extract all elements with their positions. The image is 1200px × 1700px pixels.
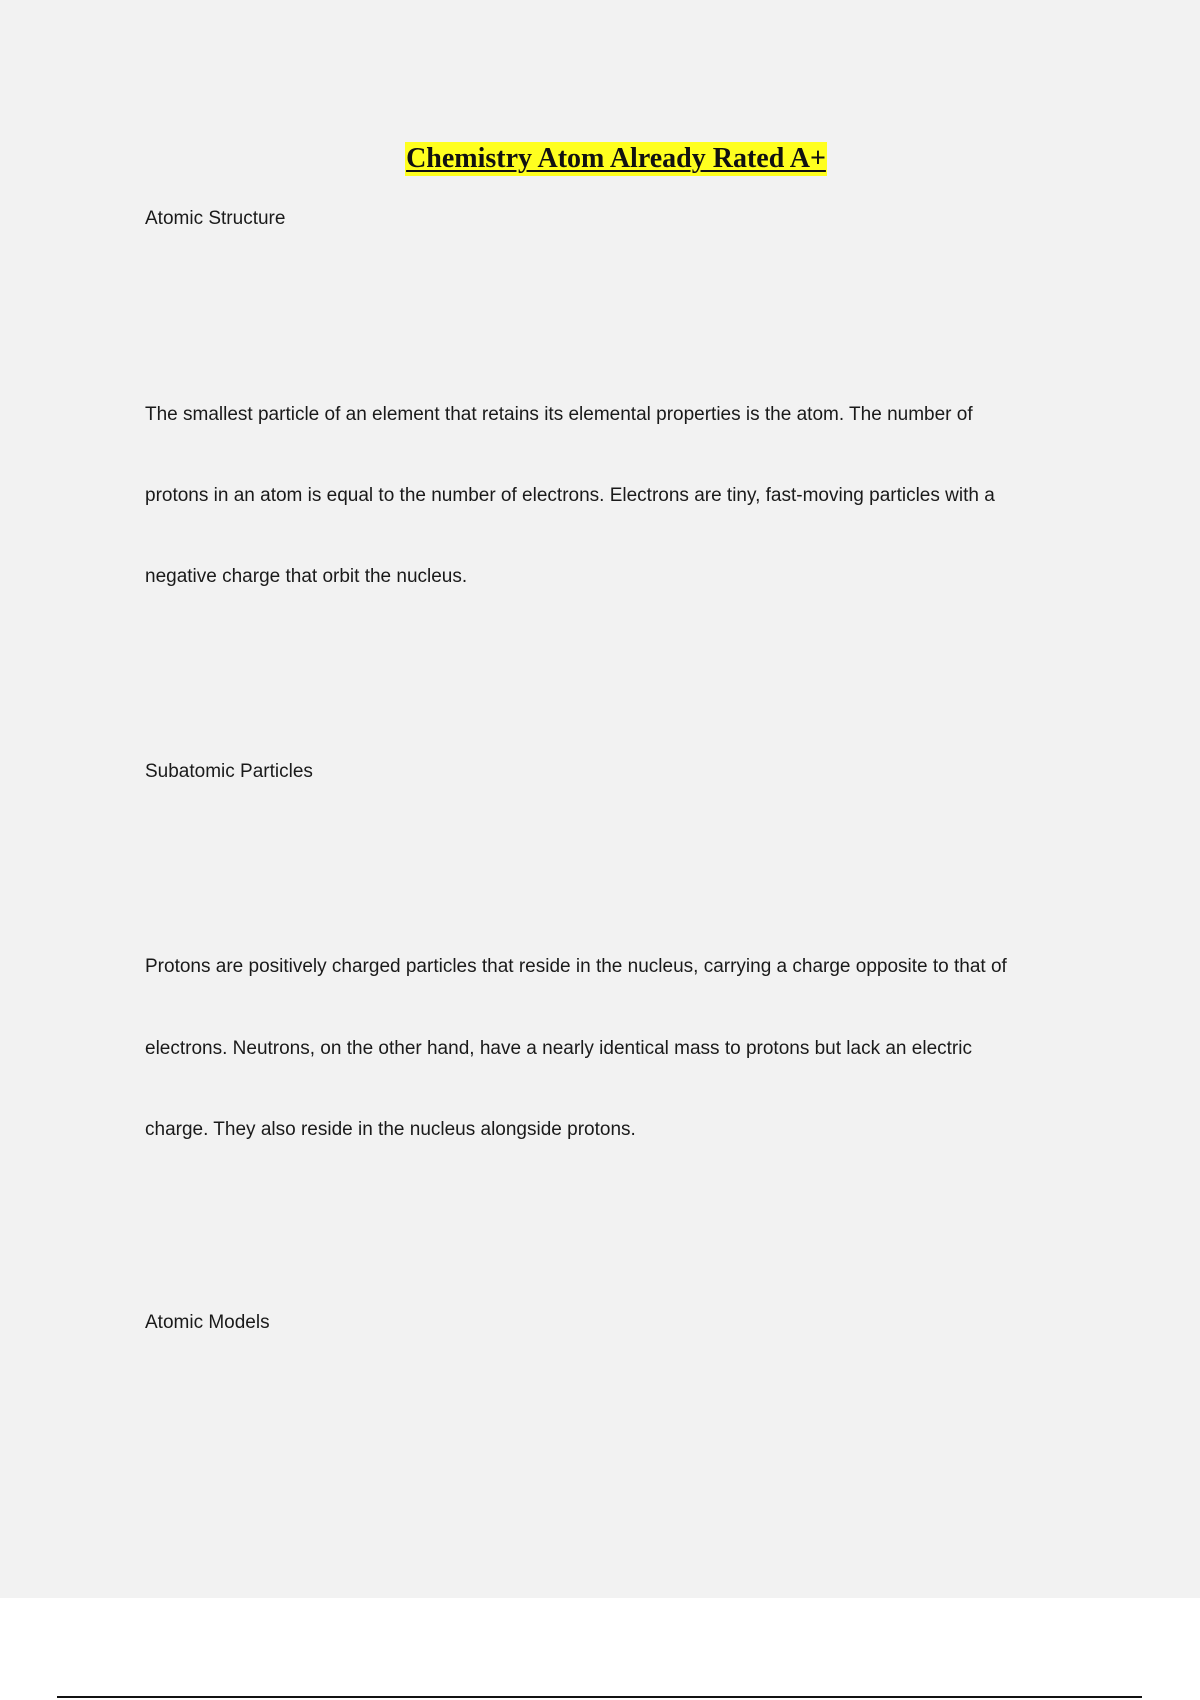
section-heading-atomic-models: Atomic Models (145, 1312, 270, 1333)
paragraph-line: The smallest particle of an element that retains its elemental properties is the atom. The number of (145, 404, 973, 425)
section-heading-subatomic-particles: Subatomic Particles (145, 761, 313, 782)
footer-divider (57, 1696, 1142, 1698)
title-container (0, 142, 1200, 176)
paragraph-line: charge. They also reside in the nucleus alongside protons. (145, 1119, 636, 1140)
section-heading-atomic-structure: Atomic Structure (145, 208, 286, 229)
document-title: Chemistry Atom Already Rated A+ (406, 143, 826, 174)
paragraph-line: negative charge that orbit the nucleus. (145, 566, 468, 587)
paragraph-line: protons in an atom is equal to the number of electrons. Electrons are tiny, fast-moving particles with a (145, 485, 995, 506)
paragraph-line: Protons are positively charged particles that reside in the nucleus, carrying a charge opposite to that of (145, 956, 1007, 977)
paragraph-line: electrons. Neutrons, on the other hand, have a nearly identical mass to protons but lack an electric (145, 1038, 972, 1059)
